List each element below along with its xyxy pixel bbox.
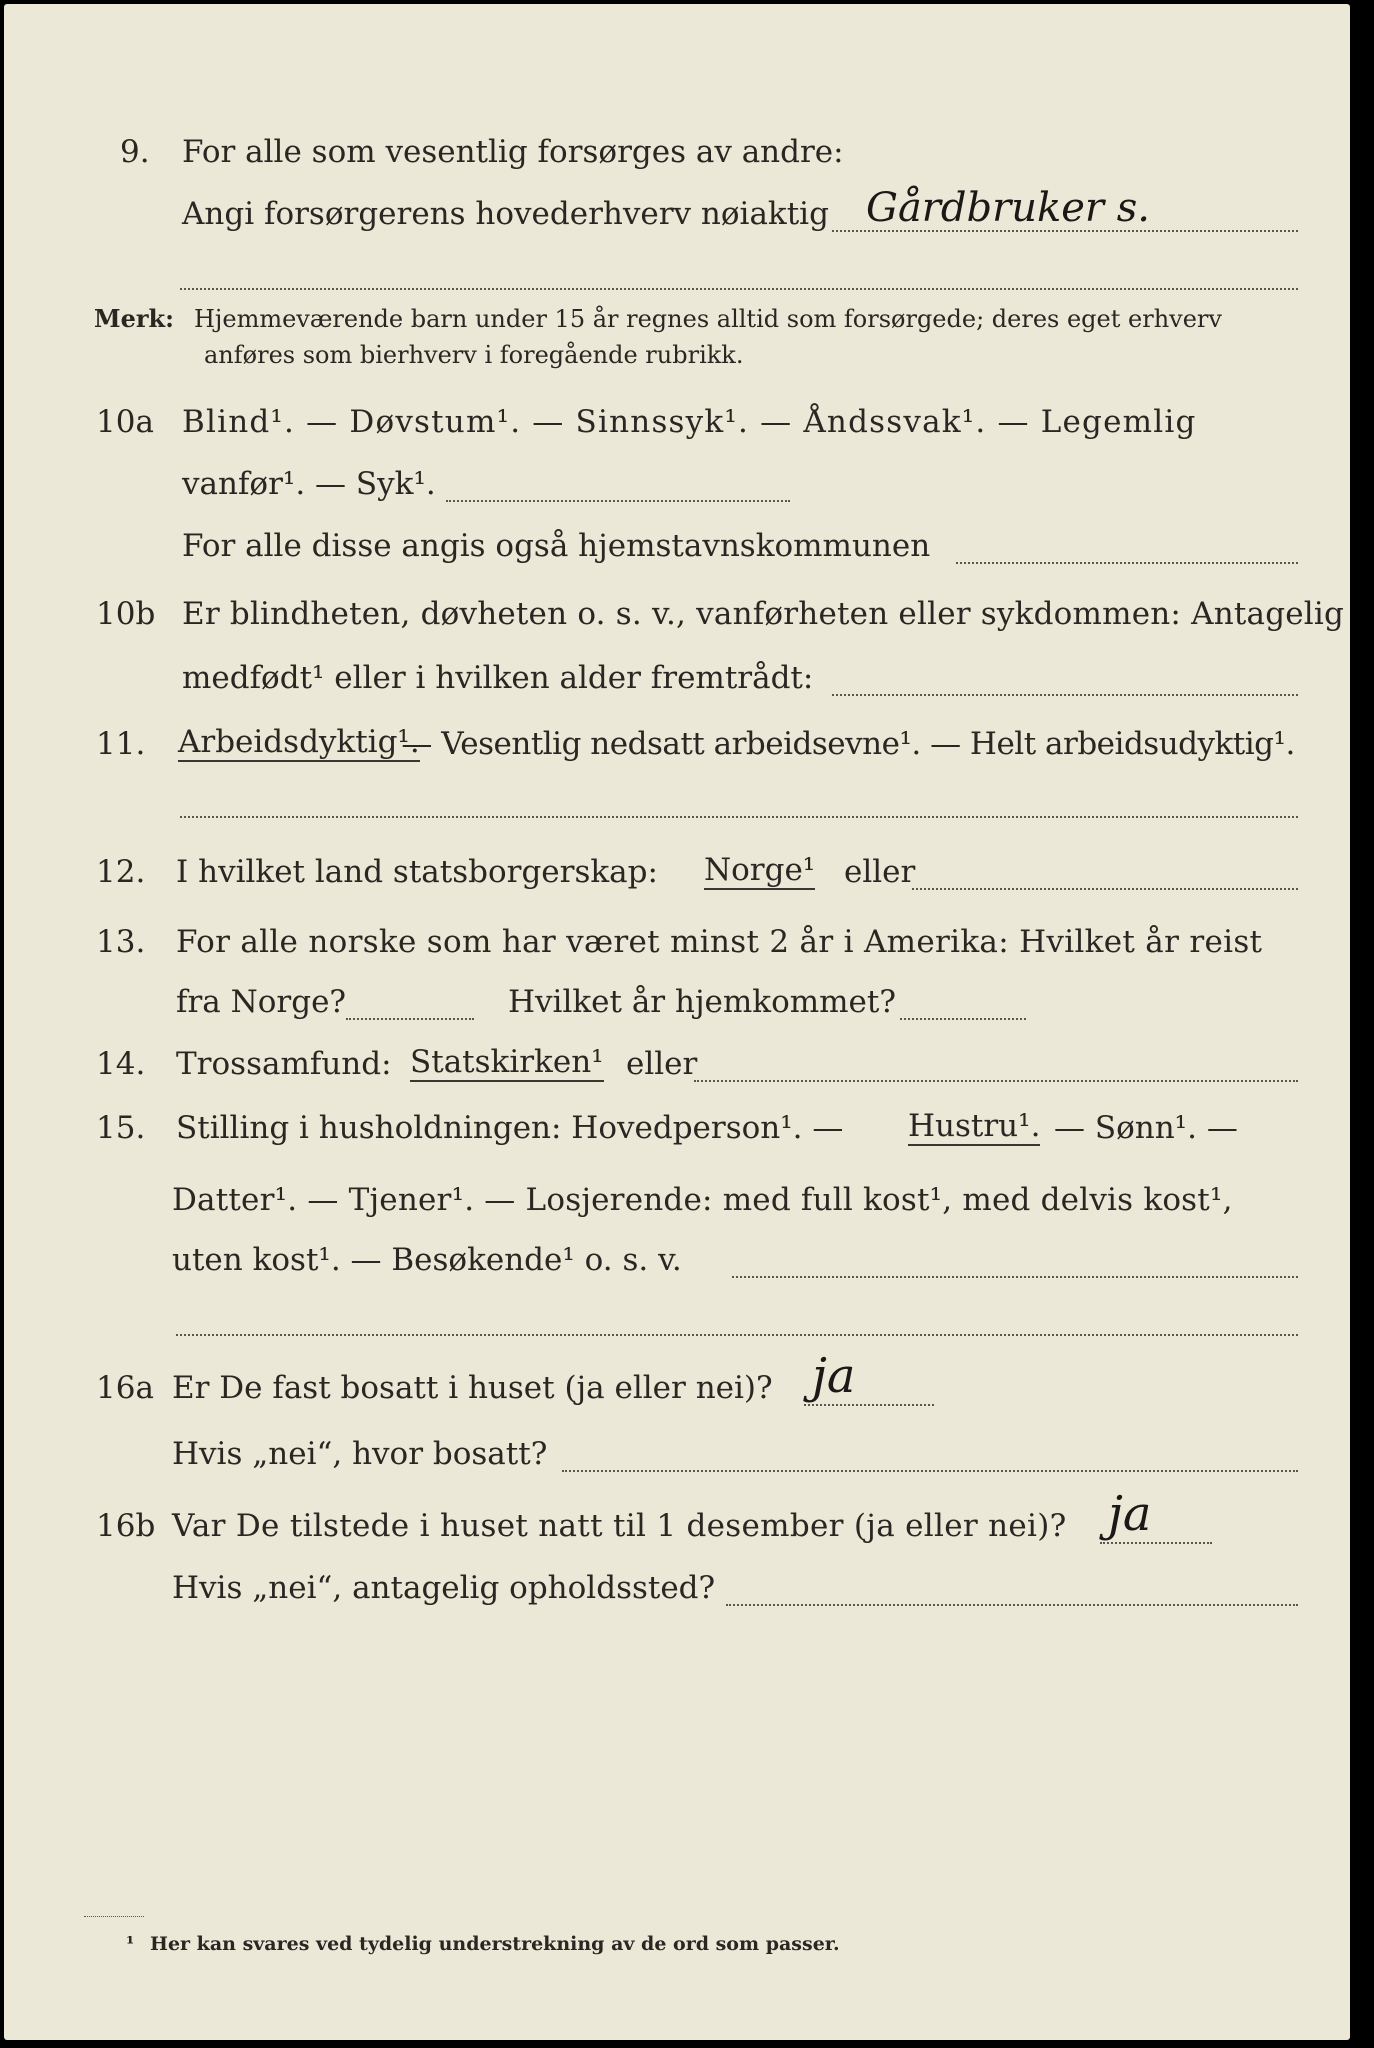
q11-text-rest: — Vesentlig nedsatt arbeidsevne¹. — Helt arbeidsudyktig¹. [392, 726, 1295, 762]
q10b-number: 10b [96, 596, 156, 632]
footnote-text: Her kan svares ved tydelig understrekning av de ord som passer. [150, 1933, 840, 1955]
q15-text-line1a: Stilling i husholdningen: Hovedperson¹. — [176, 1110, 844, 1146]
q16b-text-line2: Hvis „nei“, antagelig opholdssted? [172, 1570, 716, 1606]
q13-number: 13. [96, 924, 146, 960]
q16a-residence-line [562, 1470, 1298, 1472]
q9-number: 9. [120, 134, 150, 170]
q10a-text-line1: Blind¹. — Døvstum¹. — Sinnssyk¹. — Åndssvak¹. — Legemlig [182, 404, 1197, 440]
q12-number: 12. [96, 854, 146, 890]
q12-answer-line [912, 888, 1298, 890]
q11-option-arbeidsdyktig: Arbeidsdyktig¹. [178, 724, 420, 760]
q13-returned-year-line [900, 1018, 1026, 1020]
q11-number: 11. [96, 726, 146, 762]
q16a-answer-handwritten: ja [812, 1348, 856, 1404]
q10a-number: 10a [96, 404, 154, 440]
q10b-text-line2: medfødt¹ eller i hvilken alder fremtrådt: [182, 660, 814, 696]
q10a-text-line2: vanfør¹. — Syk¹. [182, 466, 436, 502]
merk-text-line2: anføres som bierhverv i foregående rubrikk. [204, 341, 744, 369]
q16a-number: 16a [96, 1370, 154, 1406]
q16a-answer-line [804, 1404, 934, 1406]
q14-answer-line [694, 1080, 1298, 1082]
q15-text-line1b: — Sønn¹. — [1054, 1110, 1238, 1146]
merk-label: Merk: [94, 304, 174, 333]
q16b-answer-line [1100, 1542, 1212, 1544]
q12-option-norge: Norge¹ [704, 852, 816, 888]
q11-answer-line [180, 816, 1298, 818]
q14-option-statskirken: Statskirken¹ [410, 1044, 604, 1080]
footnote-rule [84, 1916, 144, 1917]
q14-number: 14. [96, 1046, 146, 1082]
merk-text-line1: Hjemmeværende barn under 15 år regnes alltid som forsørgede; deres eget erhverv [194, 305, 1222, 333]
census-form-page [4, 4, 1350, 2040]
footnote-mark: ¹ [126, 1933, 135, 1955]
q15-text-line2: Datter¹. — Tjener¹. — Losjerende: med full kost¹, med delvis kost¹, [172, 1182, 1233, 1218]
q9-text-line2: Angi forsørgerens hovederhverv nøiaktig [182, 196, 829, 232]
q16b-text-line1: Var De tilstede i huset natt til 1 desember (ja eller nei)? [172, 1508, 1067, 1544]
q15-answer-line [732, 1276, 1298, 1278]
q15-text-line3: uten kost¹. — Besøkende¹ o. s. v. [172, 1242, 682, 1278]
q16b-answer-handwritten: ja [1108, 1486, 1152, 1542]
q16b-number: 16b [96, 1508, 156, 1544]
q13-emigrated-year-line [346, 1018, 474, 1020]
q10b-text-line1: Er blindheten, døvheten o. s. v., vanførheten eller sykdommen: Antagelig [182, 596, 1345, 632]
q10a-text-line3: For alle disse angis også hjemstavnskommunen [182, 528, 931, 564]
q14-tail: eller [626, 1046, 698, 1082]
q9-extra-line [180, 288, 1298, 290]
q16b-whereabouts-line [726, 1604, 1298, 1606]
q12-text: I hvilket land statsborgerskap: [176, 854, 658, 890]
q13-text-line1: For alle norske som har været minst 2 år i Amerika: Hvilket år reist [176, 924, 1263, 960]
q16a-text-line2: Hvis „nei“, hvor bosatt? [172, 1436, 548, 1472]
q15-number: 15. [96, 1110, 146, 1146]
q15-option-hustru: Hustru¹. [908, 1108, 1041, 1144]
q9-text-line1: For alle som vesentlig forsørges av andre: [182, 134, 844, 170]
q9-answer-handwritten: Gårdbruker s. [866, 185, 1151, 231]
q10a-answer-line [446, 500, 790, 502]
q16a-text-line1: Er De fast bosatt i huset (ja eller nei)? [172, 1370, 773, 1406]
q14-text: Trossamfund: [176, 1046, 392, 1082]
q10a-hometown-line [956, 562, 1298, 564]
q15-extra-line [176, 1334, 1298, 1336]
q13-text-line2a: fra Norge? [176, 984, 347, 1020]
q13-text-line2b: Hvilket år hjemkommet? [508, 984, 896, 1020]
q10b-answer-line [832, 694, 1298, 696]
q12-tail: eller [844, 854, 916, 890]
